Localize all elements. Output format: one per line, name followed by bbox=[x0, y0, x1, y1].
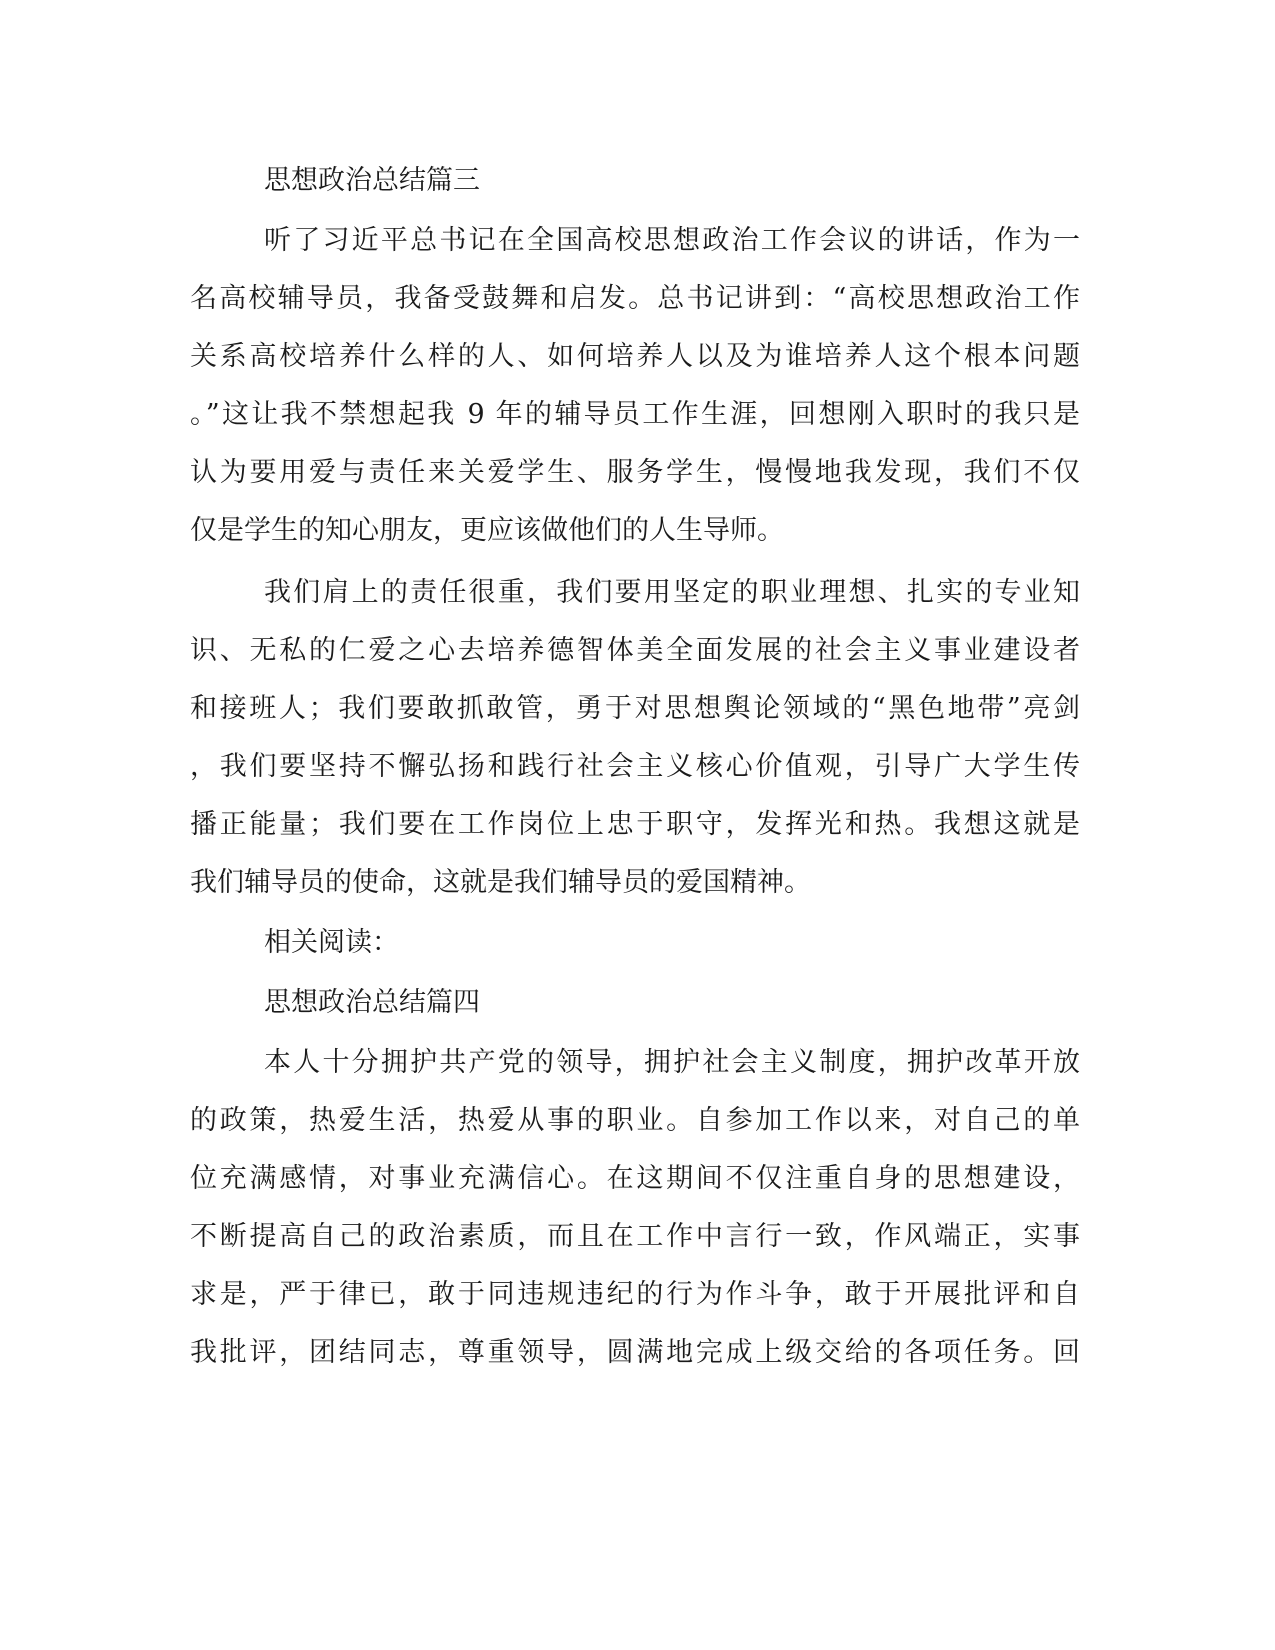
paragraph-line: 仅是学生的知心朋友，更应该做他们的人生导师。 bbox=[190, 515, 784, 546]
related-reading-label: 相关阅读： bbox=[264, 927, 399, 958]
paragraph-line: 本人十分拥护共产党的领导，拥护社会主义制度，拥护改革开放 bbox=[264, 1047, 1080, 1078]
paragraph-line: 我们辅导员的使命，这就是我们辅导员的爱国精神。 bbox=[190, 867, 811, 898]
paragraph-line: 不断提高自己的政治素质，而且在工作中言行一致，作风端正，实事 bbox=[190, 1221, 1080, 1252]
paragraph-line: 我们肩上的责任很重，我们要用坚定的职业理想、扎实的专业知 bbox=[264, 577, 1080, 608]
paragraph-line: 的政策，热爱生活，热爱从事的职业。自参加工作以来，对自己的单 bbox=[190, 1105, 1080, 1136]
section-heading-4: 思想政治总结篇四 bbox=[264, 987, 480, 1018]
paragraph-line: 播正能量；我们要在工作岗位上忠于职守，发挥光和热。我想这就是 bbox=[190, 809, 1080, 840]
paragraph-line: 。”这让我不禁想起我 9 年的辅导员工作生涯，回想刚入职时的我只是 bbox=[190, 399, 1080, 430]
paragraph-line: 关系高校培养什么样的人、如何培养人以及为谁培养人这个根本问题 bbox=[190, 341, 1080, 372]
paragraph-line: 听了习近平总书记在全国高校思想政治工作会议的讲话，作为一 bbox=[264, 225, 1080, 256]
paragraph-line: 和接班人；我们要敢抓敢管，勇于对思想舆论领域的“黑色地带”亮剑 bbox=[190, 693, 1080, 724]
paragraph-line: 认为要用爱与责任来关爱学生、服务学生，慢慢地我发现，我们不仅 bbox=[190, 457, 1080, 488]
paragraph-line: 位充满感情，对事业充满信心。在这期间不仅注重自身的思想建设， bbox=[190, 1163, 1080, 1194]
paragraph-line: 求是，严于律已，敢于同违规违纪的行为作斗争，敢于开展批评和自 bbox=[190, 1279, 1080, 1310]
paragraph-line: 名高校辅导员，我备受鼓舞和启发。总书记讲到：“高校思想政治工作 bbox=[190, 283, 1080, 314]
paragraph-line: 我批评，团结同志，尊重领导，圆满地完成上级交给的各项任务。回 bbox=[190, 1337, 1080, 1368]
paragraph-line: 识、无私的仁爱之心去培养德智体美全面发展的社会主义事业建设者 bbox=[190, 635, 1080, 666]
section-heading-3: 思想政治总结篇三 bbox=[264, 165, 480, 196]
paragraph-line: ，我们要坚持不懈弘扬和践行社会主义核心价值观，引导广大学生传 bbox=[190, 751, 1080, 782]
